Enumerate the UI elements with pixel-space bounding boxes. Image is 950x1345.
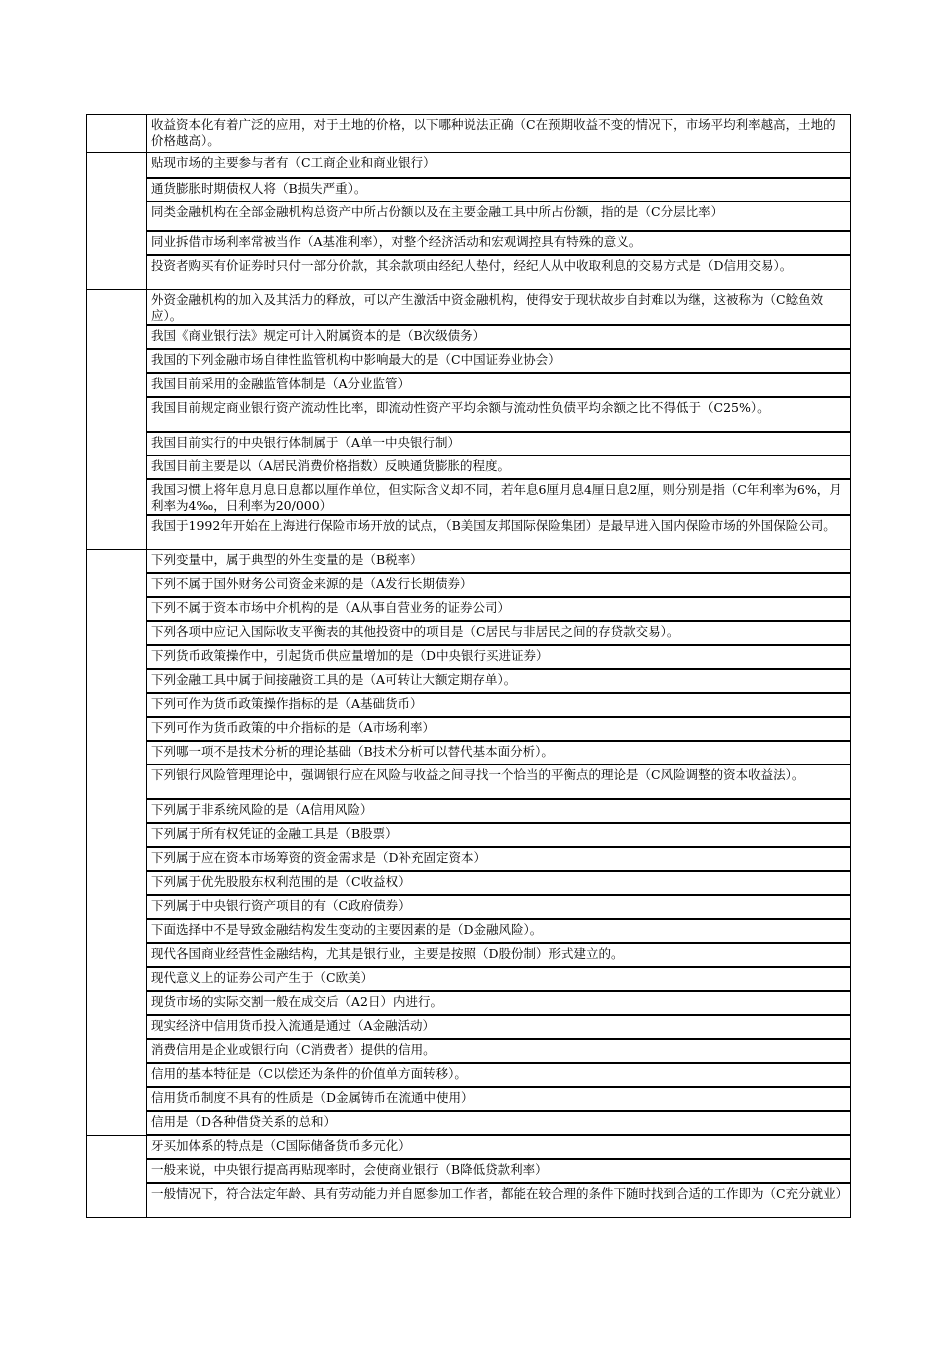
question-table-body <box>87 115 851 1218</box>
table-row <box>87 231 851 255</box>
table-row <box>87 669 851 693</box>
question-cell: 贴现市场的主要参与者有（C工商企业和商业银行） <box>147 153 851 179</box>
question-cell: 信用是（D各种借贷关系的总和） <box>147 1111 851 1135</box>
question-cell: 下列货币政策操作中，引起货币供应量增加的是（D中央银行买进证券） <box>147 645 851 669</box>
table-row <box>87 871 851 895</box>
table-row <box>87 823 851 847</box>
table-row <box>87 290 851 326</box>
question-cell: 下面选择中不是导致金融结构发生变动的主要因素的是（D金融风险）。 <box>147 919 851 943</box>
question-cell: 我国习惯上将年息月息日息都以厘作单位，但实际含义却不同，若年息6厘月息4厘日息2厘，则分别是指（C年利率为6%，月利率为4‰，日利率为20/000） <box>147 479 851 515</box>
table-row <box>87 717 851 741</box>
table-row <box>87 799 851 823</box>
table-row <box>87 765 851 800</box>
table-row <box>87 373 851 397</box>
question-cell: 我国目前规定商业银行资产流动性比率，即流动性资产平均余额与流动性负债平均余额之比不得低于（C25%）。 <box>147 397 851 432</box>
question-cell: 同类金融机构在全部金融机构总资产中所占份额以及在主要金融工具中所占份额，指的是（C分层比率） <box>147 202 851 232</box>
table-row <box>87 943 851 967</box>
table-row <box>87 693 851 717</box>
table-row <box>87 255 851 290</box>
table-row <box>87 153 851 179</box>
question-cell: 下列可作为货币政策的中介指标的是（A市场利率） <box>147 717 851 741</box>
question-cell: 一般情况下，符合法定年龄、具有劳动能力并自愿参加工作者，都能在较合理的条件下随时找到合适的工作即为（C充分就业） <box>147 1183 851 1218</box>
question-cell: 我国目前主要是以（A居民消费价格指数）反映通货膨胀的程度。 <box>147 456 851 480</box>
table-row <box>87 115 851 153</box>
group-cell <box>87 290 147 550</box>
table-row <box>87 1039 851 1063</box>
question-cell: 下列属于优先股股东权利范围的是（C收益权） <box>147 871 851 895</box>
question-cell: 下列不属于国外财务公司资金来源的是（A发行长期债券） <box>147 573 851 597</box>
table-row <box>87 895 851 919</box>
question-cell: 信用的基本特征是（C以偿还为条件的价值单方面转移）。 <box>147 1063 851 1087</box>
question-cell: 通货膨胀时期债权人将（B损失严重）。 <box>147 178 851 202</box>
table-row <box>87 349 851 373</box>
table-row <box>87 1159 851 1183</box>
table-row <box>87 1111 851 1135</box>
question-cell: 我国于1992年开始在上海进行保险市场开放的试点，（B美国友邦国际保险集团）是最早进入国内保险市场的外国保险公司。 <box>147 515 851 550</box>
question-cell: 我国目前实行的中央银行体制属于（A单一中央银行制） <box>147 432 851 456</box>
table-row <box>87 597 851 621</box>
question-cell: 下列银行风险管理理论中，强调银行应在风险与收益之间寻找一个恰当的平衡点的理论是（C风险调整的资本收益法）。 <box>147 765 851 800</box>
question-cell: 我国目前采用的金融监管体制是（A分业监管） <box>147 373 851 397</box>
table-row <box>87 456 851 480</box>
question-cell: 下列属于应在资本市场筹资的资金需求是（D补充固定资本） <box>147 847 851 871</box>
table-row <box>87 397 851 432</box>
question-cell: 一般来说，中央银行提高再贴现率时，会使商业银行（B降低贷款利率） <box>147 1159 851 1183</box>
question-table <box>86 114 851 1218</box>
table-row <box>87 573 851 597</box>
question-cell: 下列属于所有权凭证的金融工具是（B股票） <box>147 823 851 847</box>
table-row <box>87 1183 851 1218</box>
question-cell: 投资者购买有价证券时只付一部分价款，其余款项由经纪人垫付，经纪人从中收取利息的交易方式是（D信用交易）。 <box>147 255 851 290</box>
question-cell: 现实经济中信用货币投入流通是通过（A金融活动） <box>147 1015 851 1039</box>
table-row <box>87 645 851 669</box>
table-row <box>87 178 851 202</box>
group-cell <box>87 115 147 153</box>
table-row <box>87 1015 851 1039</box>
question-cell: 下列属于中央银行资产项目的有（C政府债券） <box>147 895 851 919</box>
question-cell: 信用货币制度不具有的性质是（D金属铸币在流通中使用） <box>147 1087 851 1111</box>
table-row <box>87 621 851 645</box>
group-cell <box>87 1135 147 1218</box>
question-cell: 消费信用是企业或银行向（C消费者）提供的信用。 <box>147 1039 851 1063</box>
table-row <box>87 325 851 349</box>
table-row <box>87 741 851 765</box>
question-cell: 外资金融机构的加入及其活力的释放，可以产生激活中资金融机构，使得安于现状故步自封难以为继，这被称为（C鲶鱼效应）。 <box>147 290 851 326</box>
group-cell <box>87 550 147 1136</box>
table-row <box>87 1063 851 1087</box>
table-row <box>87 432 851 456</box>
table-row <box>87 515 851 550</box>
question-cell: 现货市场的实际交割一般在成交后（A2日）内进行。 <box>147 991 851 1015</box>
question-cell: 下列属于非系统风险的是（A信用风险） <box>147 799 851 823</box>
question-cell: 下列金融工具中属于间接融资工具的是（A可转让大额定期存单）。 <box>147 669 851 693</box>
question-cell: 下列可作为货币政策操作指标的是（A基础货币） <box>147 693 851 717</box>
table-row <box>87 991 851 1015</box>
question-cell: 下列哪一项不是技术分析的理论基础（B技术分析可以替代基本面分析）。 <box>147 741 851 765</box>
table-row <box>87 967 851 991</box>
question-cell: 收益资本化有着广泛的应用，对于土地的价格，以下哪种说法正确（C在预期收益不变的情况下，市场平均利率越高，土地的价格越高）。 <box>147 115 851 153</box>
question-cell: 牙买加体系的特点是（C国际储备货币多元化） <box>147 1135 851 1159</box>
question-cell: 我国《商业银行法》规定可计入附属资本的是（B次级债务） <box>147 325 851 349</box>
question-cell: 现代各国商业经营性金融结构，尤其是银行业，主要是按照（D股份制）形式建立的。 <box>147 943 851 967</box>
question-cell: 同业拆借市场利率常被当作（A基准利率），对整个经济活动和宏观调控具有特殊的意义。 <box>147 231 851 255</box>
table-row <box>87 919 851 943</box>
table-row <box>87 1087 851 1111</box>
table-row <box>87 550 851 574</box>
question-cell: 下列各项中应记入国际收支平衡表的其他投资中的项目是（C居民与非居民之间的存贷款交易）。 <box>147 621 851 645</box>
table-row <box>87 1135 851 1159</box>
question-cell: 下列不属于资本市场中介机构的是（A从事自营业务的证券公司） <box>147 597 851 621</box>
table-row <box>87 202 851 232</box>
table-row <box>87 479 851 515</box>
group-cell <box>87 153 147 290</box>
question-cell: 现代意义上的证券公司产生于（C欧美） <box>147 967 851 991</box>
table-row <box>87 847 851 871</box>
question-cell: 我国的下列金融市场自律性监管机构中影响最大的是（C中国证券业协会） <box>147 349 851 373</box>
question-cell: 下列变量中，属于典型的外生变量的是（B税率） <box>147 550 851 574</box>
